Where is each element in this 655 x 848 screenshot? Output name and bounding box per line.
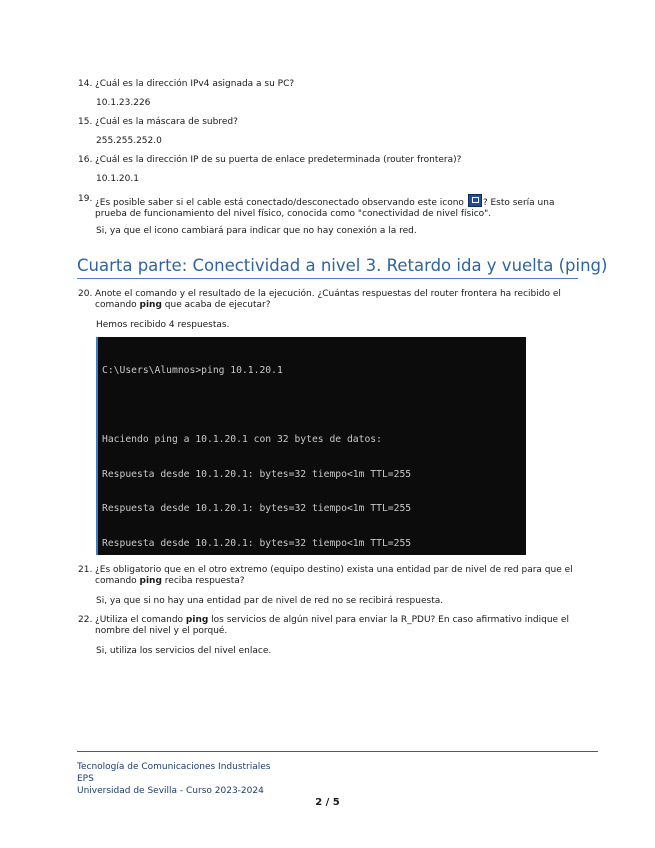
question-16 [78,155,578,166]
question-text [78,565,578,587]
answer-20: Hemos recibido 4 respuestas. [96,320,230,330]
question-14 [78,79,578,90]
question-text-part: reciba respuesta? [161,576,245,586]
question-text [78,289,578,311]
page-number: 2 / 5 [315,797,340,808]
answer-19: Si, ya que el icono cambiará para indicar que no hay conexión a la red. [96,226,417,236]
terminal-line [102,400,522,412]
terminal-line: Haciendo ping a 10.1.20.1 con 32 bytes de datos: [102,434,382,445]
footer-school: EPS [77,774,94,784]
question-text-part: ¿Es posible saber si el cable está conectado/desconectado observando este icono [95,198,464,208]
question-text [78,615,578,637]
footer-course: Tecnología de Comunicaciones Industriales [77,762,271,772]
question-15 [78,117,578,128]
section-divider [77,278,578,279]
question-text: ¿Cuál es la dirección IP de su puerta de enlace predeterminada (router frontera)? [95,155,462,165]
question-text-part: ¿Es obligatorio que en el otro extremo (equipo destino) exista una entidad par de nivel de red para que el comando [95,565,573,586]
question-text-part: Anote el comando y el resultado de la ejecución. ¿Cuántas respuestas del router frontera ha recibido el comando [95,289,561,310]
question-number: 21. [78,565,93,575]
question-number: 14. [78,79,93,89]
question-21 [78,565,578,587]
footer-university: Universidad de Sevilla - Curso 2023-2024 [77,786,264,796]
terminal-line: Respuesta desde 10.1.20.1: bytes=32 tiempo<1m TTL=255 [102,468,412,480]
question-number: 22. [78,615,93,625]
question-number: 20. [78,289,93,299]
question-text [78,194,578,220]
question-number: 16. [78,155,93,165]
command-prompt-output [96,337,526,555]
command-name: ping [139,576,162,586]
section-title: Cuarta parte: Conectividad a nivel 3. Retardo ida y vuelta (ping) [77,256,608,275]
answer-16: 10.1.20.1 [96,174,139,184]
terminal-line: Respuesta desde 10.1.20.1: bytes=32 tiempo<1m TTL=255 [102,537,412,549]
question-text-part: que acaba de ejecutar? [161,300,271,310]
question-text: ¿Cuál es la dirección IPv4 asignada a su PC? [95,79,295,89]
footer-divider [77,751,598,752]
command-name: ping [185,615,209,625]
question-19 [78,194,578,220]
question-text: ¿Cuál es la máscara de subred? [95,117,238,127]
answer-22: Si, utiliza los servicios del nivel enlace. [96,646,272,656]
question-text-part: los servicios de algún nivel para enviar la R_PDU? En caso afirmativo indique el nombre del nivel y el porqué. [95,615,569,636]
terminal-line: C:\Users\Alumnos>ping 10.1.20.1 [102,365,283,376]
answer-21: Si, ya que si no hay una entidad par de nivel de red no se recibirá respuesta. [96,596,444,606]
question-text-part: ? Esto sería una prueba de funcionamiento del nivel físico, conocida como "conectividad de nivel físico". [95,198,555,219]
terminal-line: Respuesta desde 10.1.20.1: bytes=32 tiempo<1m TTL=255 [102,503,412,514]
command-name: ping [139,300,162,310]
question-20 [78,289,578,311]
network-connection-icon [468,194,482,207]
question-number: 15. [78,117,93,127]
question-text-part: ¿Utiliza el comando [95,615,186,625]
question-22 [78,615,578,637]
answer-15: 255.255.252.0 [96,136,162,146]
question-number: 19. [78,194,93,204]
answer-14: 10.1.23.226 [96,98,151,108]
